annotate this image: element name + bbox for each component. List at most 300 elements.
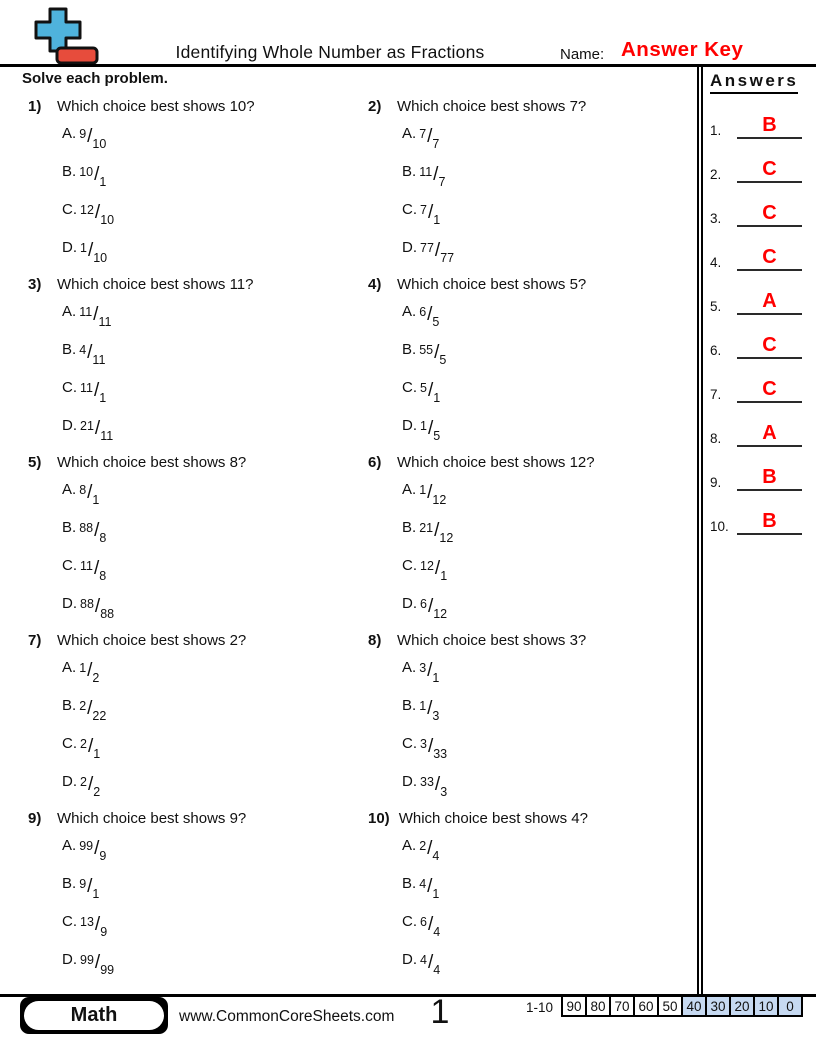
fraction-denominator: 11	[100, 429, 114, 443]
answer-choice	[402, 948, 696, 986]
fraction	[80, 198, 115, 227]
choice-list	[402, 656, 696, 808]
choice-label: B.	[62, 875, 77, 892]
answer-choice	[62, 236, 368, 274]
fraction-denominator: 1	[440, 569, 448, 583]
fraction-numerator: 4	[79, 343, 87, 357]
choice-label: C.	[402, 557, 417, 574]
choice-label: B.	[402, 875, 417, 892]
answer-number: 9.	[710, 475, 722, 490]
fraction-numerator: 11	[80, 559, 93, 573]
fraction-slash: /	[87, 240, 94, 261]
fraction-denominator: 11	[98, 315, 112, 329]
fraction	[80, 414, 114, 443]
fraction-denominator: 99	[100, 963, 115, 977]
answer-item	[710, 283, 802, 315]
problem-question: Which choice best shows 11?	[57, 276, 254, 293]
answer-choice	[402, 300, 696, 338]
answer-blank	[737, 467, 802, 491]
score-cell: 50	[657, 995, 683, 1017]
choice-label: C.	[402, 735, 417, 752]
choice-label: C.	[62, 735, 77, 752]
problem-question: Which choice best shows 2?	[57, 632, 247, 649]
fraction	[79, 300, 112, 329]
fraction-slash: /	[94, 202, 101, 223]
answer-choice	[402, 338, 696, 376]
answer-number: 2.	[710, 167, 722, 182]
choice-label: A.	[62, 303, 77, 320]
fraction-denominator: 12	[439, 531, 454, 545]
fraction-numerator: 9	[79, 877, 87, 891]
fraction-numerator: 8	[79, 483, 87, 497]
fraction-denominator: 3	[432, 709, 440, 723]
fraction	[420, 948, 441, 977]
fraction-slash: /	[93, 304, 99, 325]
answer-letter: B	[762, 114, 777, 136]
fraction	[79, 160, 107, 189]
fraction-slash: /	[87, 736, 94, 757]
answer-item	[710, 503, 802, 535]
problem	[368, 810, 696, 988]
answer-letter: C	[762, 158, 777, 180]
fraction	[420, 376, 441, 405]
fraction-numerator: 4	[420, 953, 427, 967]
answer-blank	[737, 115, 802, 139]
fraction-slash: /	[87, 698, 93, 719]
problem	[28, 454, 368, 632]
fraction-numerator: 10	[79, 165, 94, 179]
problem-question: Which choice best shows 9?	[57, 810, 247, 827]
fraction-denominator: 77	[440, 251, 455, 265]
fraction-slash: /	[434, 240, 441, 261]
fraction-denominator: 4	[432, 849, 440, 863]
choice-label: C.	[62, 913, 77, 930]
fraction-numerator: 2	[80, 737, 87, 751]
answer-blank	[737, 423, 802, 447]
fraction	[420, 910, 441, 939]
choice-list	[62, 834, 368, 986]
fraction-numerator: 7	[419, 127, 427, 141]
problem-number: 1)	[28, 98, 42, 115]
subject-label: Math	[70, 1004, 118, 1026]
problem-question: Which choice best shows 3?	[397, 632, 587, 649]
fraction	[420, 414, 441, 443]
choice-label: B.	[402, 519, 417, 536]
fraction-slash: /	[427, 698, 433, 719]
fraction-numerator: 77	[420, 241, 434, 255]
fraction-numerator: 21	[80, 419, 94, 433]
answer-letter: B	[762, 466, 777, 488]
fraction	[419, 122, 440, 151]
problem	[368, 454, 696, 632]
fraction-denominator: 12	[433, 607, 448, 621]
fraction-denominator: 9	[100, 925, 108, 939]
choice-label: D.	[62, 239, 77, 256]
answer-letter: C	[762, 378, 777, 400]
answer-choice	[62, 160, 368, 198]
answer-choice	[62, 656, 368, 694]
choice-list	[402, 834, 696, 986]
fraction	[420, 770, 448, 799]
fraction-slash: /	[94, 596, 101, 617]
answer-choice	[402, 910, 696, 948]
answer-choice	[402, 770, 696, 808]
website-text: www.CommonCoreSheets.com	[179, 1008, 395, 1025]
fraction-denominator: 5	[439, 353, 447, 367]
fraction	[80, 948, 115, 977]
answer-number: 4.	[710, 255, 722, 270]
answer-choice	[62, 770, 368, 808]
choice-label: D.	[402, 773, 417, 790]
fraction-numerator: 6	[420, 597, 427, 611]
choice-label: B.	[402, 163, 417, 180]
fraction-slash: /	[427, 202, 434, 223]
answer-choice	[402, 376, 696, 414]
fraction-slash: /	[427, 914, 434, 935]
score-range-label: 1-10	[526, 1000, 554, 1015]
answer-choice	[402, 656, 696, 694]
fraction-numerator: 11	[79, 305, 93, 319]
answer-choice	[62, 910, 368, 948]
fraction-denominator: 1	[432, 887, 440, 901]
problem-question: Which choice best shows 8?	[57, 454, 247, 471]
score-cell: 70	[609, 995, 635, 1017]
fraction-numerator: 1	[419, 483, 427, 497]
fraction-slash: /	[427, 838, 433, 859]
fraction-denominator: 12	[432, 493, 447, 507]
fraction-numerator: 55	[419, 343, 434, 357]
answer-choice	[402, 592, 696, 630]
answer-choice	[402, 198, 696, 236]
answer-choice	[402, 122, 696, 160]
answer-number: 7.	[710, 387, 722, 402]
choice-label: A.	[62, 125, 77, 142]
fraction-numerator: 9	[79, 127, 87, 141]
answer-blank	[737, 159, 802, 183]
fraction	[80, 236, 108, 265]
choice-label: A.	[402, 481, 417, 498]
fraction-slash: /	[94, 164, 100, 185]
fraction	[80, 732, 101, 761]
fraction	[79, 338, 106, 367]
choice-list	[62, 122, 368, 274]
problem-question: Which choice best shows 10?	[57, 98, 255, 115]
fraction-denominator: 33	[433, 747, 448, 761]
answer-blank	[737, 291, 802, 315]
fraction-numerator: 3	[419, 661, 427, 675]
choice-label: B.	[402, 341, 417, 358]
problem-number: 9)	[28, 810, 42, 827]
fraction-numerator: 2	[79, 699, 87, 713]
choice-list	[62, 656, 368, 808]
fraction	[420, 592, 448, 621]
choice-label: C.	[402, 201, 417, 218]
fraction	[419, 338, 447, 367]
fraction-slash: /	[427, 876, 433, 897]
fraction-slash: /	[87, 774, 94, 795]
fraction-slash: /	[94, 838, 100, 859]
fraction-denominator: 4	[433, 925, 441, 939]
choice-list	[402, 300, 696, 452]
fraction	[419, 694, 440, 723]
fraction	[80, 910, 108, 939]
answer-blank	[737, 511, 802, 535]
fraction-numerator: 2	[419, 839, 427, 853]
answer-choice	[62, 198, 368, 236]
fraction-denominator: 1	[99, 391, 107, 405]
answer-item	[710, 459, 802, 491]
fraction-denominator: 1	[99, 175, 107, 189]
fraction-slash: /	[434, 774, 441, 795]
answer-letter: C	[762, 202, 777, 224]
problem-question: Which choice best shows 5?	[397, 276, 587, 293]
score-cell: 40	[681, 995, 707, 1017]
answer-number: 1.	[710, 123, 722, 138]
fraction-slash: /	[427, 736, 434, 757]
answer-number: 3.	[710, 211, 722, 226]
header-divider	[0, 64, 816, 67]
problem-number: 5)	[28, 454, 42, 471]
fraction-slash: /	[93, 380, 100, 401]
fraction-slash: /	[94, 914, 101, 935]
problem-number: 7)	[28, 632, 42, 649]
fraction-slash: /	[94, 952, 101, 973]
answer-choice	[62, 376, 368, 414]
problem-number: 2)	[368, 98, 382, 115]
fraction-numerator: 5	[420, 381, 427, 395]
fraction	[420, 554, 448, 583]
answer-blank	[737, 203, 802, 227]
fraction-denominator: 1	[433, 213, 441, 227]
choice-list	[402, 122, 696, 274]
fraction	[420, 236, 455, 265]
fraction-slash: /	[427, 952, 434, 973]
subject-badge	[20, 997, 168, 1034]
choice-label: C.	[62, 379, 77, 396]
fraction	[79, 872, 100, 901]
problem	[28, 810, 368, 988]
fraction	[419, 160, 446, 189]
page-number: 1	[430, 993, 450, 1031]
problem	[368, 632, 696, 810]
choice-label: C.	[402, 913, 417, 930]
fraction-slash: /	[427, 304, 433, 325]
fraction-numerator: 12	[80, 203, 94, 217]
fraction	[419, 656, 440, 685]
choice-label: A.	[402, 659, 417, 676]
answer-choice	[402, 236, 696, 274]
fraction-denominator: 10	[100, 213, 115, 227]
choice-list	[62, 478, 368, 630]
fraction-slash: /	[427, 380, 434, 401]
fraction	[420, 198, 441, 227]
score-cell: 0	[777, 995, 803, 1017]
answer-choice	[62, 554, 368, 592]
problem-question: Which choice best shows 12?	[397, 454, 595, 471]
fraction-denominator: 9	[99, 849, 107, 863]
fraction-denominator: 11	[92, 353, 106, 367]
choice-label: B.	[62, 697, 77, 714]
answer-letter: A	[762, 290, 777, 312]
choice-label: A.	[62, 659, 77, 676]
name-label: Name:	[560, 46, 605, 63]
fraction-denominator: 5	[433, 429, 441, 443]
fraction	[420, 732, 448, 761]
fraction-numerator: 6	[420, 915, 427, 929]
fraction-slash: /	[434, 520, 440, 541]
fraction-numerator: 88	[80, 597, 94, 611]
choice-label: D.	[62, 595, 77, 612]
problem	[368, 98, 696, 276]
fraction	[419, 516, 454, 545]
fraction-numerator: 99	[79, 839, 94, 853]
fraction	[419, 478, 447, 507]
fraction-denominator: 3	[440, 785, 448, 799]
fraction-slash: /	[427, 596, 434, 617]
fraction-numerator: 11	[419, 165, 433, 179]
fraction-numerator: 88	[79, 521, 94, 535]
fraction-denominator: 5	[432, 315, 440, 329]
fraction-numerator: 21	[419, 521, 434, 535]
fraction-denominator: 2	[92, 671, 100, 685]
answer-item	[710, 107, 802, 139]
problem	[368, 276, 696, 454]
fraction	[79, 834, 107, 863]
fraction	[80, 554, 107, 583]
answer-choice	[402, 732, 696, 770]
answer-number: 8.	[710, 431, 722, 446]
fraction-slash: /	[427, 482, 433, 503]
problem-number: 10)	[368, 810, 390, 827]
fraction-denominator: 7	[432, 137, 440, 151]
answer-choice	[62, 516, 368, 554]
choice-label: A.	[402, 303, 417, 320]
fraction-denominator: 8	[99, 531, 107, 545]
answer-choice	[62, 592, 368, 630]
fraction-numerator: 4	[419, 877, 427, 891]
fraction-numerator: 33	[420, 775, 434, 789]
choice-label: B.	[62, 341, 77, 358]
problem-number: 6)	[368, 454, 382, 471]
answer-choice	[62, 732, 368, 770]
answer-choice	[62, 872, 368, 910]
answer-choice	[62, 338, 368, 376]
answer-choice	[62, 414, 368, 452]
fraction-slash: /	[433, 164, 439, 185]
answer-choice	[402, 834, 696, 872]
fraction-numerator: 99	[80, 953, 94, 967]
fraction-slash: /	[87, 342, 93, 363]
fraction-slash: /	[427, 660, 433, 681]
problems-grid	[0, 98, 696, 988]
choice-label: D.	[62, 951, 77, 968]
fraction	[80, 376, 107, 405]
answer-letter: B	[762, 510, 777, 532]
answers-panel	[697, 67, 816, 995]
choice-label: D.	[62, 773, 77, 790]
fraction-numerator: 3	[420, 737, 427, 751]
fraction-denominator: 4	[433, 963, 441, 977]
fraction-numerator: 12	[420, 559, 434, 573]
answer-number: 6.	[710, 343, 722, 358]
plus-minus-logo-icon	[20, 6, 102, 66]
problem-number: 8)	[368, 632, 382, 649]
fraction-denominator: 1	[433, 391, 441, 405]
answer-choice	[402, 414, 696, 452]
answer-choice	[402, 554, 696, 592]
answer-choice	[402, 516, 696, 554]
score-strip	[561, 995, 803, 1017]
fraction	[79, 478, 100, 507]
choice-label: A.	[402, 125, 417, 142]
fraction-slash: /	[427, 418, 434, 439]
choice-label: D.	[402, 239, 417, 256]
fraction-slash: /	[87, 660, 93, 681]
fraction-denominator: 22	[92, 709, 107, 723]
answers-title: Answers	[710, 71, 798, 94]
answer-choice	[62, 122, 368, 160]
problem-number: 4)	[368, 276, 382, 293]
fraction-denominator: 7	[438, 175, 446, 189]
problem	[28, 98, 368, 276]
answer-number: 10.	[710, 519, 729, 534]
answer-item	[710, 327, 802, 359]
instruction-text: Solve each problem.	[22, 70, 168, 87]
choice-label: B.	[62, 519, 77, 536]
fraction	[80, 592, 115, 621]
score-cell: 90	[561, 995, 587, 1017]
choice-label: D.	[402, 417, 417, 434]
fraction-numerator: 1	[80, 241, 87, 255]
answer-item	[710, 239, 802, 271]
fraction-numerator: 13	[80, 915, 94, 929]
fraction-slash: /	[427, 126, 433, 147]
score-cell: 20	[729, 995, 755, 1017]
answer-item	[710, 415, 802, 447]
fraction	[79, 694, 107, 723]
fraction-denominator: 10	[93, 251, 108, 265]
fraction	[419, 300, 440, 329]
fraction-denominator: 1	[93, 747, 101, 761]
choice-label: A.	[62, 481, 77, 498]
answer-choice	[402, 478, 696, 516]
answer-item	[710, 195, 802, 227]
problem	[28, 632, 368, 810]
answer-choice	[62, 478, 368, 516]
answer-letter: A	[762, 422, 777, 444]
answer-key-label: Answer Key	[621, 38, 744, 61]
subject-badge-pill	[24, 1001, 164, 1030]
fraction-slash: /	[87, 876, 93, 897]
fraction-denominator: 88	[100, 607, 115, 621]
score-cell: 10	[753, 995, 779, 1017]
answer-blank	[737, 335, 802, 359]
fraction-numerator: 6	[419, 305, 427, 319]
answer-choice	[402, 160, 696, 198]
choice-label: D.	[402, 595, 417, 612]
fraction-slash: /	[87, 482, 93, 503]
choice-label: A.	[402, 837, 417, 854]
answer-letter: C	[762, 334, 777, 356]
fraction	[79, 516, 107, 545]
fraction	[79, 656, 100, 685]
problem-number: 3)	[28, 276, 42, 293]
fraction-slash: /	[94, 520, 100, 541]
answer-choice	[62, 694, 368, 732]
score-cell: 80	[585, 995, 611, 1017]
answer-item	[710, 371, 802, 403]
choice-label: D.	[62, 417, 77, 434]
